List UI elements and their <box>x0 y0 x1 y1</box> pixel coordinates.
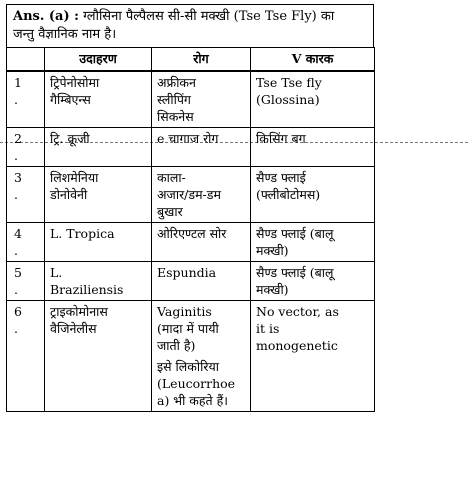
row-number-dot: . <box>14 187 18 202</box>
example-cell <box>45 223 152 262</box>
disease-text: अफ्रीकन <box>157 75 196 90</box>
disease-text: Espundia <box>157 265 217 280</box>
header-vector: V कारक <box>251 48 375 72</box>
answer-box <box>6 4 374 47</box>
disease-text: (मादा में पायी <box>157 321 219 336</box>
disease-cell <box>152 223 251 262</box>
example-text: Braziliensis <box>50 282 124 297</box>
row-number-value: 1 <box>14 75 22 90</box>
example-text: ट्राइकोमोनास <box>50 304 108 319</box>
disease-text: e चागाज रोग <box>157 131 219 146</box>
example-cell <box>45 128 152 167</box>
disease-text: अजार/डम-डम <box>157 187 221 202</box>
vector-text: Tse Tse fly <box>256 75 322 90</box>
example-text: L. <box>50 265 63 280</box>
row-number-value: 2 <box>14 131 22 146</box>
disease-cell <box>152 71 251 128</box>
vector-text: किसिंग बग <box>256 131 306 146</box>
row-number <box>7 301 45 412</box>
row-number <box>7 71 45 128</box>
disease-text: ओरिएण्टल सोर <box>157 226 227 241</box>
vector-cell <box>251 301 375 412</box>
table-row <box>7 301 375 412</box>
row-number-dot: . <box>14 92 18 107</box>
row-number-value: 6 <box>14 304 22 319</box>
example-text: ट्रिपेनोसोमा <box>50 75 100 90</box>
example-text: ट्रि. क्रूजी <box>50 131 90 146</box>
header-num <box>7 48 45 72</box>
answer-text-2: जन्तु वैज्ञानिक नाम है। <box>13 27 117 42</box>
row-number-dot: . <box>14 321 18 336</box>
header-disease: रोग <box>152 48 251 72</box>
vector-cell <box>251 262 375 301</box>
table-row <box>7 71 375 128</box>
vector-text: it is <box>256 321 280 336</box>
row-number-dot: . <box>14 282 18 297</box>
disease-cell <box>152 262 251 301</box>
disease-text: Vaginitis <box>157 304 212 319</box>
vector-text: monogenetic <box>256 338 338 353</box>
table-row <box>7 128 375 167</box>
row-number-value: 5 <box>14 265 22 280</box>
vector-cell <box>251 128 375 167</box>
row-number <box>7 262 45 301</box>
disease-text: बुखार <box>157 204 183 219</box>
disease-paragraph <box>157 303 245 354</box>
table-row <box>7 167 375 223</box>
answer-sheet <box>6 4 374 412</box>
disease-text: a) भी कहते हैं। <box>157 393 229 408</box>
example-cell <box>45 301 152 412</box>
disease-cell <box>152 128 251 167</box>
row-number <box>7 167 45 223</box>
example-cell <box>45 71 152 128</box>
disease-text: सिकनेस <box>157 109 194 124</box>
disease-text: इसे लिकोरिया <box>157 359 219 374</box>
disease-table <box>6 47 375 412</box>
example-text: वैजिनेलीस <box>50 321 97 336</box>
row-number <box>7 128 45 167</box>
row-number-dot: . <box>14 148 18 163</box>
example-text: L. Tropica <box>50 226 115 241</box>
disease-text: (Leucorrhoe <box>157 376 236 391</box>
row-number-dot: . <box>14 243 18 258</box>
example-cell <box>45 167 152 223</box>
example-cell <box>45 262 152 301</box>
vector-text: मक्खी) <box>256 243 289 258</box>
example-text: डोनोवेनी <box>50 187 88 202</box>
disease-text: काला- <box>157 170 186 185</box>
disease-text: स्लीपिंग <box>157 92 191 107</box>
vector-text: सैण्ड फ्लाई (बालू <box>256 226 334 241</box>
row-number-value: 3 <box>14 170 22 185</box>
table-row <box>7 262 375 301</box>
example-text: लिशमेनिया <box>50 170 99 185</box>
disease-text: जाती है) <box>157 338 196 353</box>
vector-cell <box>251 223 375 262</box>
vector-text: सैण्ड फ्लाई <box>256 170 306 185</box>
disease-cell <box>152 167 251 223</box>
vector-text: (फ्लीबोटोमस) <box>256 187 321 202</box>
header-example: उदाहरण <box>45 48 152 72</box>
vector-text: मक्खी) <box>256 282 289 297</box>
vector-cell <box>251 71 375 128</box>
table-row <box>7 223 375 262</box>
disease-cell <box>152 301 251 412</box>
table-header-row <box>7 48 375 72</box>
disease-paragraph <box>157 358 245 409</box>
row-number <box>7 223 45 262</box>
vector-text: No vector, as <box>256 304 339 319</box>
example-text: गैम्बिएन्स <box>50 92 91 107</box>
answer-text-1: ग्लौसिना पैल्पैलस सी-सी मक्खी (Tse Tse Fly) का <box>83 9 335 24</box>
vector-text: (Glossina) <box>256 92 320 107</box>
answer-label: Ans. (a) : <box>13 9 79 24</box>
vector-cell <box>251 167 375 223</box>
row-number-value: 4 <box>14 226 22 241</box>
vector-text: सैण्ड फ्लाई (बालू <box>256 265 334 280</box>
